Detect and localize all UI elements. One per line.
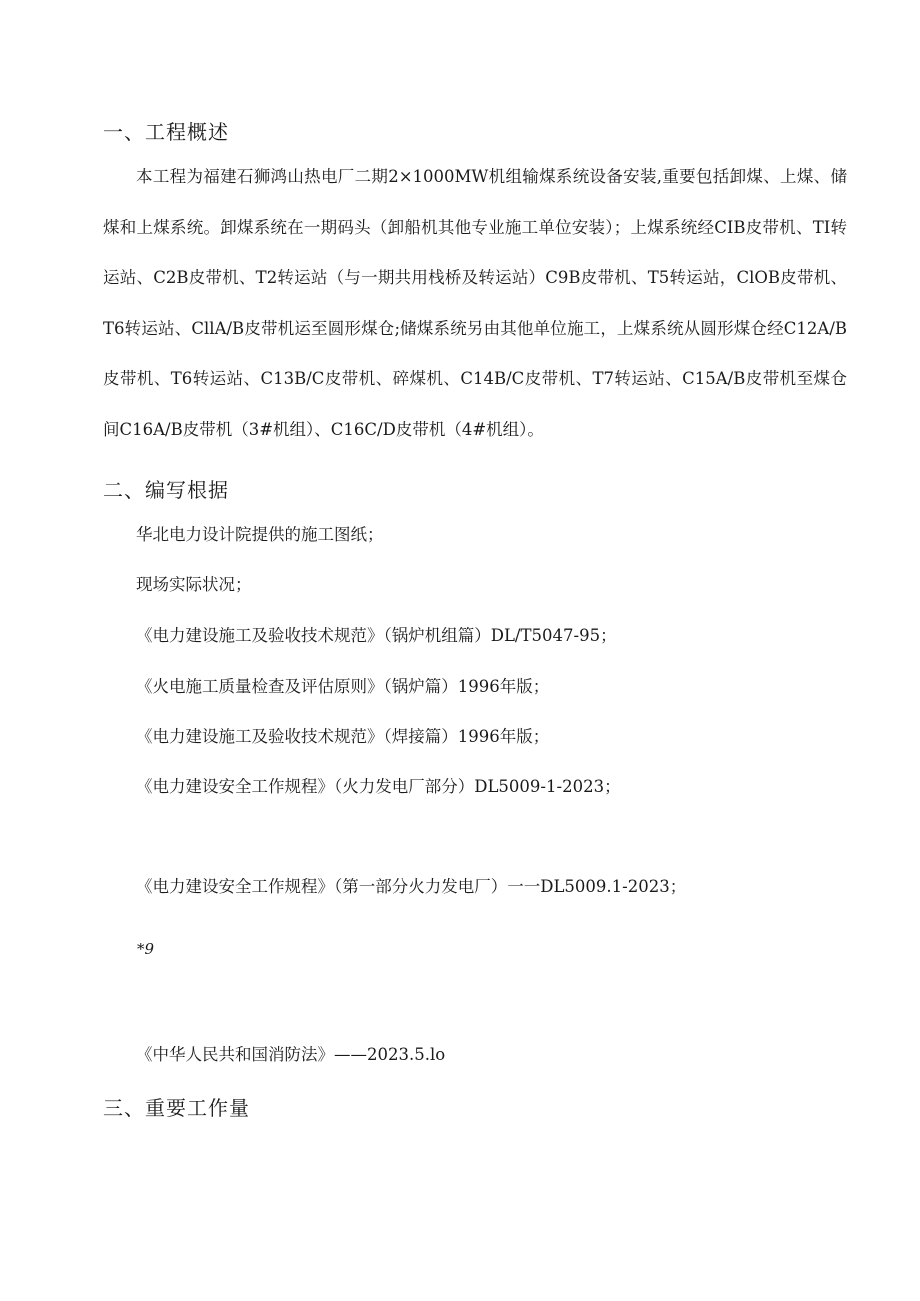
basis-item: 《火电施工质量检查及评估原则》（锅炉篇）1996年版； (136, 677, 550, 696)
section-heading-basis: 二、编写根据 (103, 478, 229, 502)
stray-mark: *9 (137, 940, 155, 958)
basis-item: 《中华人民共和国消防法》——2023.5.lo (136, 1045, 446, 1064)
basis-item: 《电力建设施工及验收技术规范》（焊接篇）1996年版； (136, 727, 550, 746)
basis-item: 华北电力设计院提供的施工图纸； (136, 525, 384, 544)
basis-item: 《电力建设施工及验收技术规范》（锅炉机组篇）DL/T5047-95； (136, 626, 617, 645)
basis-item: 《电力建设安全工作规程》（火力发电厂部分）DL5009-1-2023； (136, 777, 621, 796)
section-heading-workload: 三、重要工作量 (103, 1096, 250, 1120)
basis-item: 《电力建设安全工作规程》（第一部分火力发电厂）一一DL5009.1-2023； (136, 877, 687, 896)
section-heading-overview: 一、工程概述 (103, 120, 229, 144)
overview-paragraph: 本工程为福建石狮鸿山热电厂二期2×1000MW机组输煤系统设备安装,重要包括卸煤、上煤、储煤和上煤系统。卸煤系统在一期码头（卸船机其他专业施工单位安装）；上煤系统经CIB皮带机、TI转运站、C2B皮带机、T2转运站（与一期共用栈桥及转运站）C9B皮带机、T5转运站，ClOB皮带机、T6转运站、CllA/B皮带机运至圆形煤仓;储煤系统另由其他单位施工，上煤系统从圆形煤仓经C12A/B皮带机、T6转运站、C13B/C皮带机、碎煤机、C14B/C皮带机、T7转运站、C15A/B皮带机至煤仓间C16A/B皮带机（3#机组）、C16C/D皮带机（4#机组）。 (103, 167, 847, 439)
basis-item: 现场实际状况； (136, 575, 252, 594)
